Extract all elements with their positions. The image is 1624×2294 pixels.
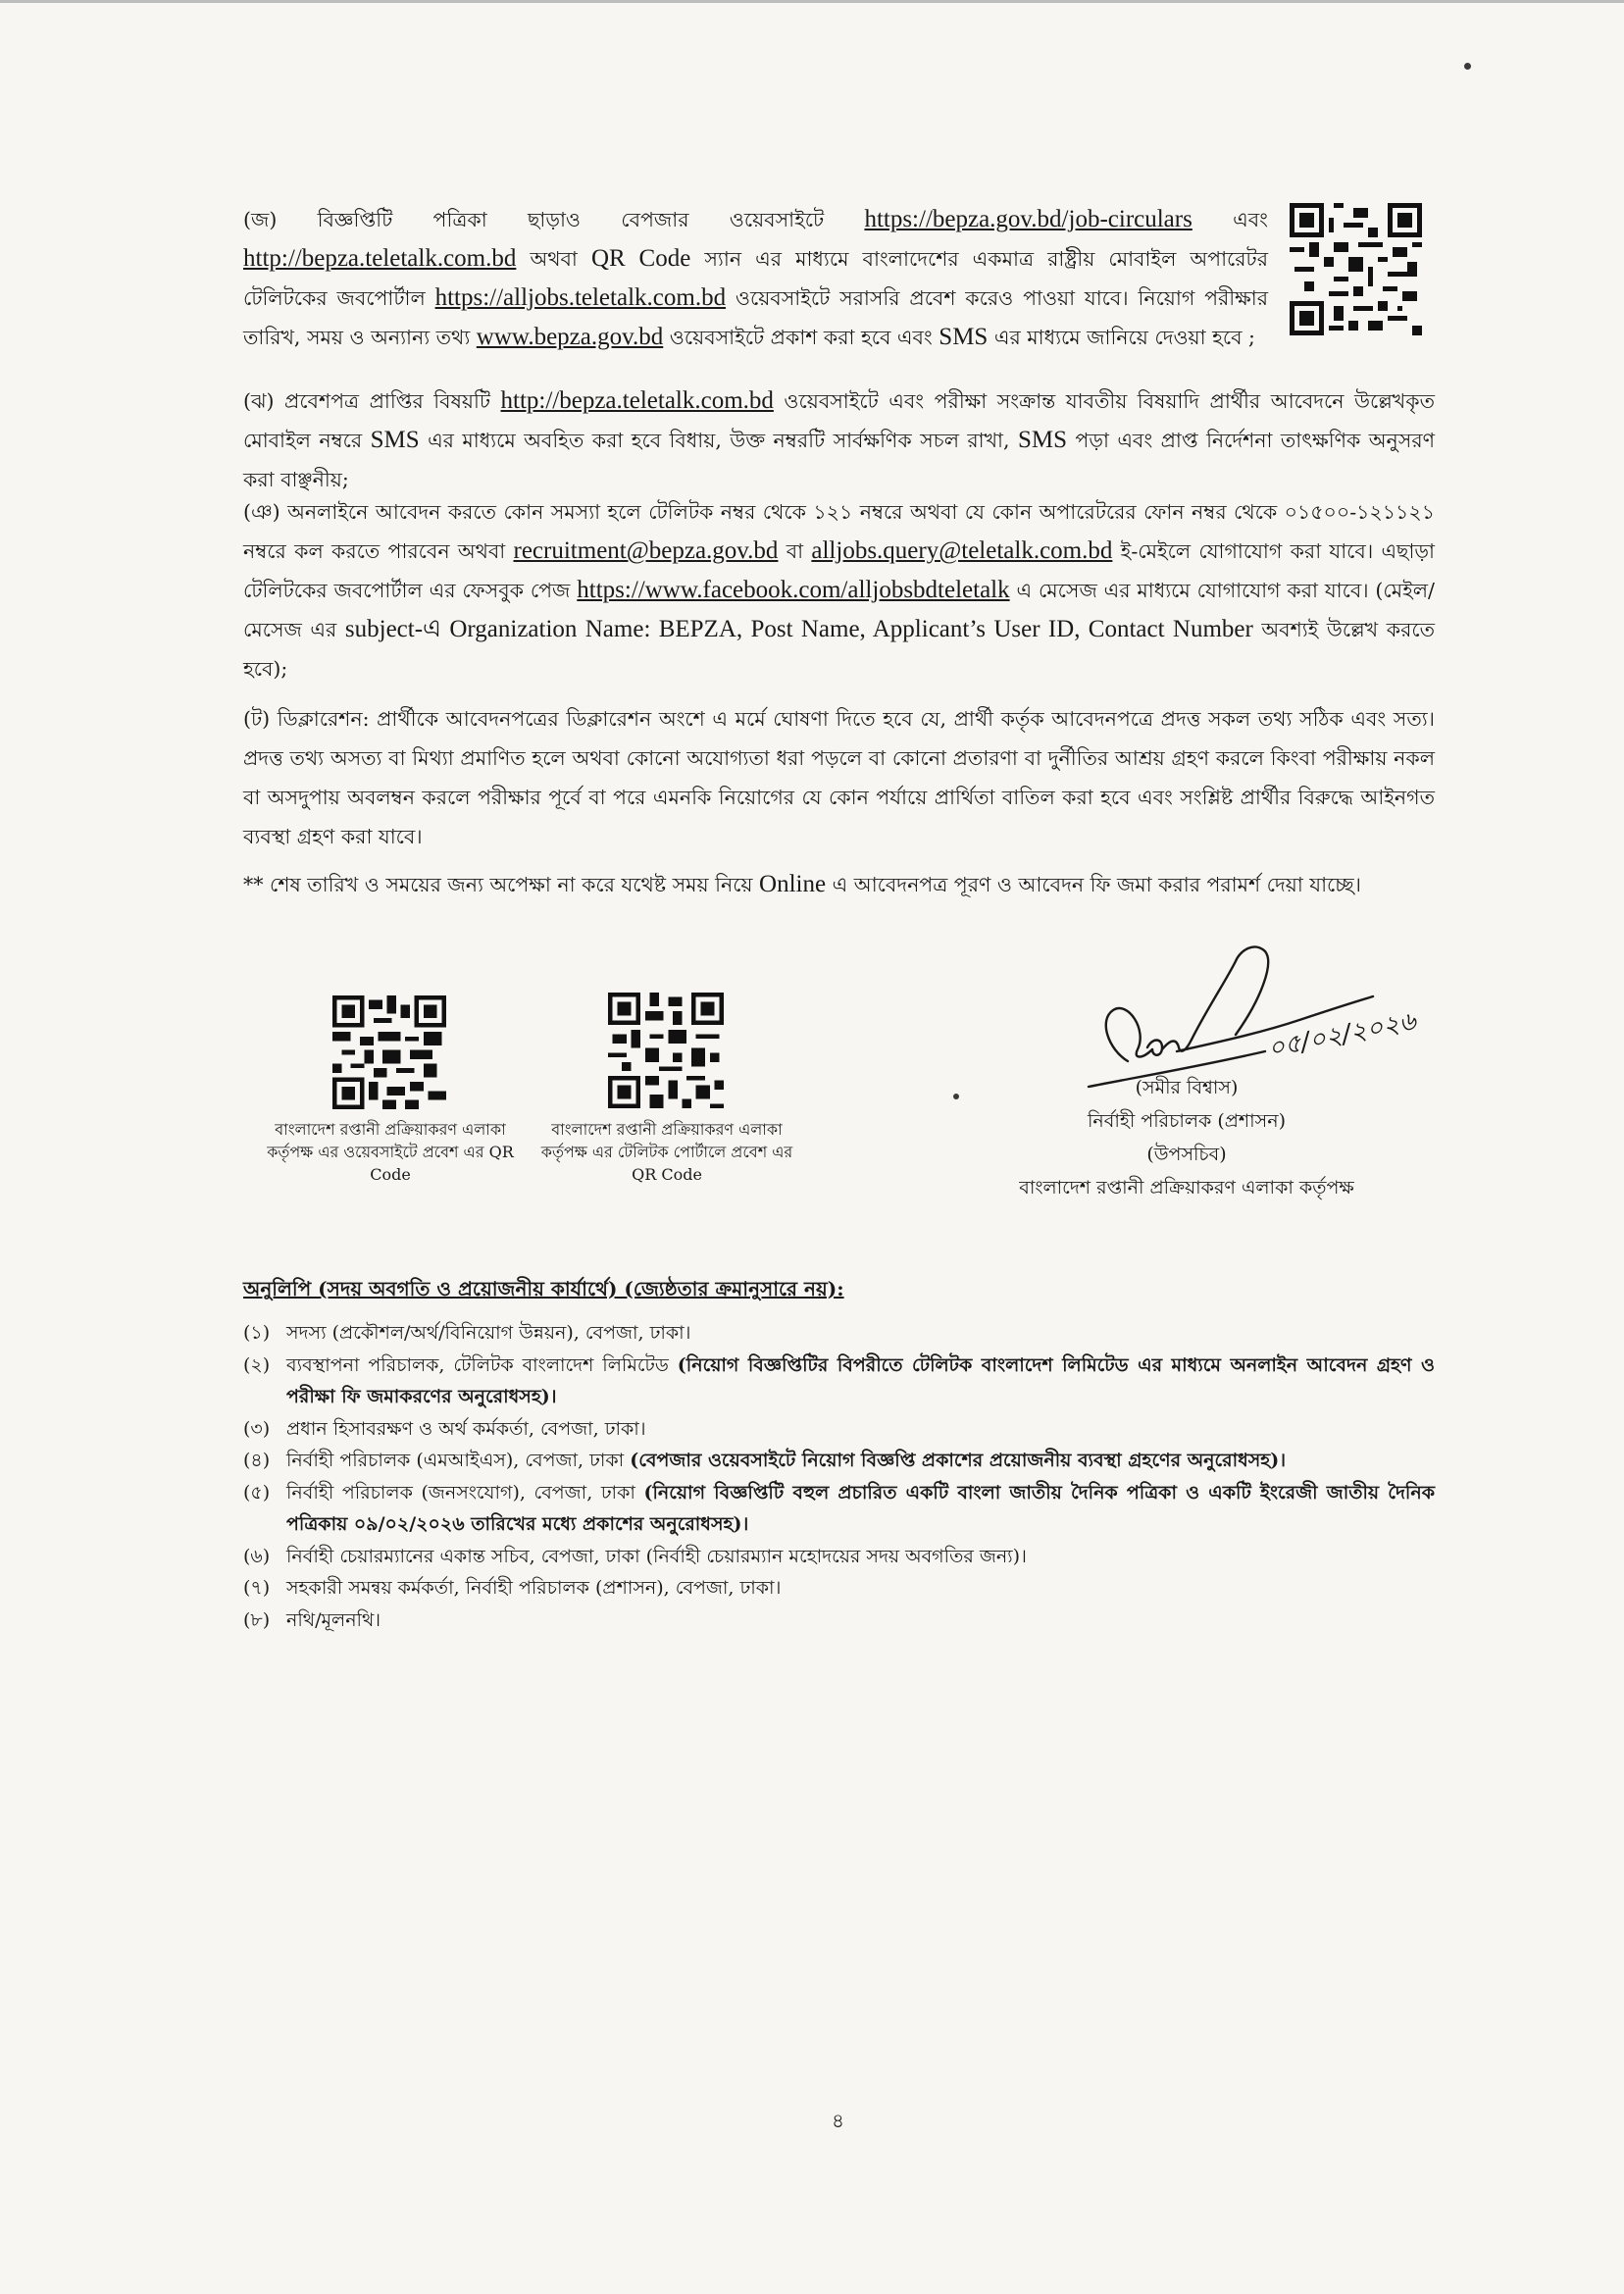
online-text: Online <box>759 871 827 897</box>
cc-item-request: (নিয়োগ বিজ্ঞপ্তিটির বিপরীতে টেলিটক বাংলাদেশ লিমিটেড এর মাধ্যমে অনলাইন আবেদন গ্রহণ ও পরীক্ষা ফি জমাকরণের অনুরোধসহ)। <box>286 1353 1436 1407</box>
cc-item <box>243 1445 1435 1477</box>
cc-item-text: নির্বাহী চেয়ারম্যানের একান্ত সচিব, বেপজা, ঢাকা (নির্বাহী চেয়ারম্যান মহোদয়ের সদয় অবগতির জন্য)। <box>286 1545 1027 1567</box>
link-bepza-website[interactable]: www.bepza.gov.bd <box>476 324 664 350</box>
cc-item <box>243 1605 1435 1637</box>
cc-heading: অনুলিপি (সদয় অবগতি ও প্রয়োজনীয় কার্যার্থে) (জ্যেষ্ঠতার ক্রমানুসারে নয়): <box>243 1277 844 1300</box>
paragraph-text: (ট) ডিক্লারেশন: প্রার্থীকে আবেদনপত্রের ডিক্লারেশন অংশে এ মর্মে ঘোষণা দিতে হবে যে, প্রার্থী কর্তৃক আবেদনপত্রে প্রদত্ত সকল তথ্য সঠিক এবং সত্য। প্রদত্ত তথ্য অসত্য বা মিথ্যা প্রমাণিত হলে অথবা কোনো অযোগ্যতা ধরা পড়লে বা কোনো প্রতারণা বা দুর্নীতির আশ্রয় গ্রহণ করলে কিংবা পরীক্ষায় নকল বা অসদুপায় অবলম্বন করলে পরীক্ষার পূর্বে বা পরে এমনকি নিয়োগের যে কোন পর্যায়ে প্রার্থিতা বাতিল করা হবে এবং সংশ্লিষ্ট প্রার্থীর বিরুদ্ধে আইনগত ব্যবস্থা গ্রহণ করা যাবে। <box>243 707 1435 848</box>
cc-item-text: প্রধান হিসাবরক্ষণ ও অর্থ কর্মকর্তা, বেপজা, ঢাকা। <box>286 1417 646 1440</box>
cc-item <box>243 1572 1435 1605</box>
subject-instructions: subject-এ Organization Name: BEPZA, Post Name, Applicant’s User ID, Contact Number <box>344 616 1253 642</box>
email-recruitment[interactable]: recruitment@bepza.gov.bd <box>513 537 779 564</box>
paragraph-text: এর মাধ্যমে অবহিত করা হবে বিধায়, উক্ত নম্বরটি সার্বক্ষণিক সচল রাখা, <box>428 429 1010 452</box>
paragraph-text: এ আবেদনপত্র পূরণ ও আবেদন ফি জমা করার পরামর্শ দেয়া যাচ্ছে। <box>832 873 1362 896</box>
cc-item-text: সদস্য (প্রকৌশল/অর্থ/বিনিয়োগ উন্নয়ন), বেপজা, ঢাকা। <box>286 1322 691 1344</box>
paragraph-nyo <box>243 492 1435 688</box>
cc-item-text: নথি/মূলনথি। <box>286 1608 381 1631</box>
scan-edge <box>0 0 1624 3</box>
qr-code-main <box>1290 203 1422 335</box>
paragraph-text: বা <box>786 539 804 563</box>
cc-item-number: (৮) <box>243 1608 271 1631</box>
paragraph-text: (ঝ) প্রবেশপত্র প্রাপ্তির বিষয়টি <box>243 389 490 413</box>
cc-item-number: (১) <box>243 1322 271 1344</box>
cc-item-text: ব্যবস্থাপনা পরিচালক, টেলিটক বাংলাদেশ লিমিটেড <box>286 1353 669 1376</box>
link-alljobs[interactable]: https://alljobs.teletalk.com.bd <box>434 284 727 311</box>
paragraph-to <box>243 699 1435 856</box>
sms-text: SMS <box>939 324 989 350</box>
cc-item <box>243 1541 1435 1573</box>
qr-code-text: QR Code <box>590 245 691 272</box>
cc-item-number: (৫) <box>243 1481 271 1504</box>
paragraph-text: ওয়েবসাইটে সরাসরি প্রবেশ করেও পাওয়া যাবে। নিয়োগ পরীক্ষার তারিখ, সময় ও অন্যান্য তথ্য <box>243 286 1268 349</box>
paragraph-text: ওয়েবসাইটে প্রকাশ করা হবে এবং <box>669 326 933 349</box>
cc-item <box>243 1413 1435 1446</box>
cc-item-number: (৩) <box>243 1417 271 1440</box>
paragraph-jho <box>243 382 1435 499</box>
paragraph-text: পড়া এবং প্রাপ্ত নির্দেশনা তাৎক্ষণিক অনুসরণ করা বাঞ্ছনীয়; <box>243 429 1435 491</box>
signatory-name: (সমীর বিশ্বাস) <box>1135 1077 1239 1098</box>
paragraph-text: ** শেষ তারিখ ও সময়ের জন্য অপেক্ষা না করে যথেষ্ট সময় নিয়ে <box>243 873 753 896</box>
paragraph-text: এ মেসেজ এর মাধ্যমে যোগাযোগ করা যাবে। (মেইল/মেসেজ এর <box>243 579 1435 641</box>
paragraph-text: (জ) বিজ্ঞপ্তিটি পত্রিকা ছাড়াও বেপজার ওয়েবসাইটে <box>243 208 825 231</box>
signatory-rank: (উপসচিব) <box>1146 1144 1227 1165</box>
cc-item-number: (৬) <box>243 1545 271 1567</box>
link-facebook-page[interactable]: https://www.facebook.com/alljobsbdteletalk <box>577 577 1010 603</box>
paragraph-note <box>243 865 1435 904</box>
cc-item <box>243 1317 1435 1350</box>
scan-speck <box>1464 63 1471 70</box>
link-bepza-teletalk[interactable]: http://bepza.teletalk.com.bd <box>243 245 517 272</box>
qr-caption-website: বাংলাদেশ রপ্তানী প্রক্রিয়াকরণ এলাকা কর্তৃপক্ষ এর ওয়েবসাইটে প্রবেশ এর QR Code <box>267 1120 514 1184</box>
qr-code-portal <box>606 993 726 1108</box>
cc-item-number: (২) <box>243 1353 271 1376</box>
qr-caption-portal: বাংলাদেশ রপ্তানী প্রক্রিয়াকরণ এলাকা কর্তৃপক্ষ এর টেলিটক পোর্টালে প্রবেশ এর QR Code <box>540 1120 793 1184</box>
paragraph-text: (ঞ) অনলাইনে আবেদন করতে কোন সমস্যা হলে টেলিটক নম্বর থেকে ১২১ নম্বরে অথবা যে কোন অপারেটরের ফোন নম্বর থেকে ০১৫০০-১২১১২১ নম্বরে কল করতে পারবেন অথবা <box>243 500 1435 563</box>
link-bepza-teletalk-admit[interactable]: http://bepza.teletalk.com.bd <box>500 387 774 414</box>
paragraph-text: এর মাধ্যমে জানিয়ে দেওয়া হবে ; <box>993 326 1255 349</box>
paragraph-text: অথবা <box>530 247 578 271</box>
cc-item-number: (৭) <box>243 1577 271 1599</box>
paragraph-text: অবশ্যই উল্লেখ করতে হবে); <box>243 618 1435 681</box>
page-number: ৪ <box>832 2109 844 2132</box>
cc-list <box>243 1317 1435 1636</box>
sms-text: SMS <box>370 427 420 453</box>
cc-item-request: (নিয়োগ বিজ্ঞপ্তিটি বহুল প্রচারিত একটি বাংলা জাতীয় দৈনিক পত্রিকা ও একটি ইংরেজী জাতীয় দৈনিক পত্রিকায় ০৯/০২/২০২৬ তারিখের মধ্যে প্রকাশের অনুরোধসহ)। <box>286 1481 1435 1535</box>
signature-date: ০৫/০২/২০২৬ <box>1265 1006 1419 1064</box>
paragraph-text: এবং <box>1233 208 1268 231</box>
cc-item-text: সহকারী সমন্বয় কর্মকর্তা, নির্বাহী পরিচালক (প্রশাসন), বেপজা, ঢাকা। <box>286 1577 782 1599</box>
signatory-designation: নির্বাহী পরিচালক (প্রশাসন) <box>1087 1110 1286 1132</box>
qr-code-website <box>330 995 449 1109</box>
email-alljobs-query[interactable]: alljobs.query@teletalk.com.bd <box>811 537 1113 564</box>
paragraph-text: ওয়েবসাইটে এবং পরীক্ষা সংক্রান্ত যাবতীয় বিষয়াদি প্রার্থীর আবেদনে উল্লেখকৃত মোবাইল নম্বরে <box>243 389 1435 452</box>
cc-item-text: নির্বাহী পরিচালক (এমআইএস), বেপজা, ঢাকা <box>286 1450 625 1471</box>
link-job-circulars[interactable]: https://bepza.gov.bd/job-circulars <box>864 206 1193 232</box>
cc-item-request: (বেপজার ওয়েবসাইটে নিয়োগ বিজ্ঞপ্তি প্রকাশের প্রয়োজনীয় ব্যবস্থা গ্রহণের অনুরোধসহ)। <box>630 1450 1287 1471</box>
paragraph-text: স্যান এর মাধ্যমে বাংলাদেশের একমাত্র রাষ্ট্রীয় মোবাইল অপারেটর টেলিটকের জবপোর্টাল <box>243 247 1268 310</box>
paragraph-jo <box>243 200 1268 357</box>
cc-item-text: নির্বাহী পরিচালক (জনসংযোগ), বেপজা, ঢাকা <box>286 1481 635 1504</box>
sms-text: SMS <box>1017 427 1067 453</box>
cc-item <box>243 1477 1435 1541</box>
cc-item <box>243 1350 1435 1413</box>
signatory-organization: বাংলাদেশ রপ্তানী প্রক্রিয়াকরণ এলাকা কর্তৃপক্ষ <box>1019 1177 1354 1198</box>
paragraph-text: ই-মেইলে যোগাযোগ করা যাবে। এছাড়া টেলিটকের জবপোর্টাল এর ফেসবুক পেজ <box>243 539 1435 602</box>
cc-item-number: (৪) <box>243 1450 271 1471</box>
